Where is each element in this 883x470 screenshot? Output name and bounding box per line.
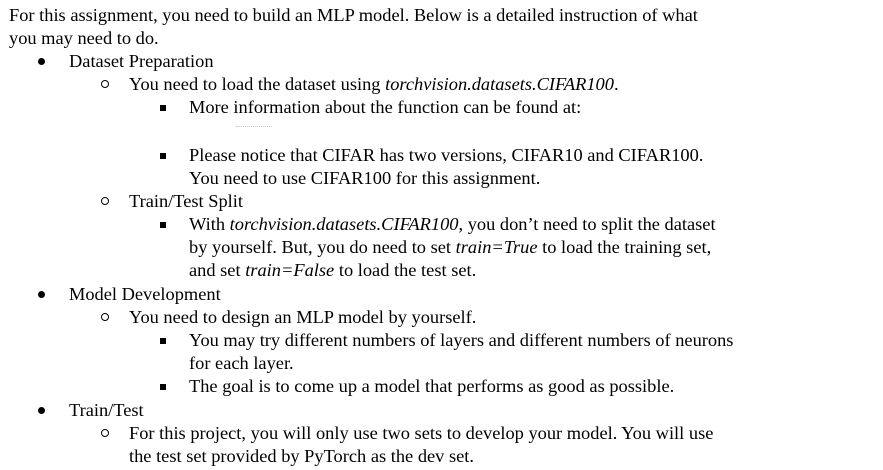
load-dataset-line [129,73,619,96]
split-line-1-code: torchvision.datasets.CIFAR100 [229,214,459,234]
bullet-design [101,313,109,321]
goal-line: The goal is to come up a model that performs as good as possible. [189,376,675,396]
split-line-3-prefix: and set [189,260,246,280]
load-prefix: You need to load the dataset using [129,74,386,94]
bullet-project [101,429,109,437]
bullet-model [38,291,45,298]
split-line-2 [189,236,711,259]
split-line-2-suffix: to load the training set, [537,237,712,257]
split-line-1-prefix: With [189,214,230,234]
bullet-split-detail [160,222,166,228]
more-info-line: More information about the function can be found at: [189,97,582,117]
notice-line-2: You need to use CIFAR100 for this assignment. [189,168,541,188]
bullet-dataset [38,58,45,65]
bullet-try [160,338,166,344]
notice-line-1: Please notice that CIFAR has two versions, CIFAR10 and CIFAR100. [189,145,704,165]
load-code: torchvision.datasets.CIFAR100 [385,74,614,94]
heading-dataset-preparation: Dataset Preparation [69,51,214,71]
project-line-2: the test set provided by PyTorch as the dev set. [129,446,474,466]
bullet-train-test [38,407,45,414]
bullet-notice [160,153,166,159]
bullet-split [101,197,109,205]
heading-train-test-split: Train/Test Split [129,191,244,211]
split-line-2-code: train=True [455,237,538,257]
load-suffix: . [613,74,619,94]
intro-line-2: you may need to do. [9,28,159,48]
intro-line-1: For this assignment, you need to build an MLP model. Below is a detailed instruction of what [9,5,698,25]
split-line-1-suffix: , you don’t need to split the dataset [458,214,716,234]
bullet-load [101,80,109,88]
split-line-2-prefix: by yourself. But, you do need to set [189,237,456,257]
bullet-more-info [160,105,166,111]
try-line-2: for each layer. [189,353,294,373]
bullet-goal [160,384,166,390]
design-line: You need to design an MLP model by yourself. [129,307,477,327]
project-line-1: For this project, you will only use two sets to develop your model. You will use [129,423,714,443]
faint-mark [236,126,272,128]
heading-model-development: Model Development [69,284,221,304]
try-line-1: You may try different numbers of layers and different numbers of neurons [189,330,734,350]
split-line-3-code: train=False [245,260,335,280]
split-line-3-suffix: to load the test set. [334,260,477,280]
heading-train-test: Train/Test [69,400,144,420]
split-line-3 [189,259,476,282]
split-line-1 [189,213,716,236]
